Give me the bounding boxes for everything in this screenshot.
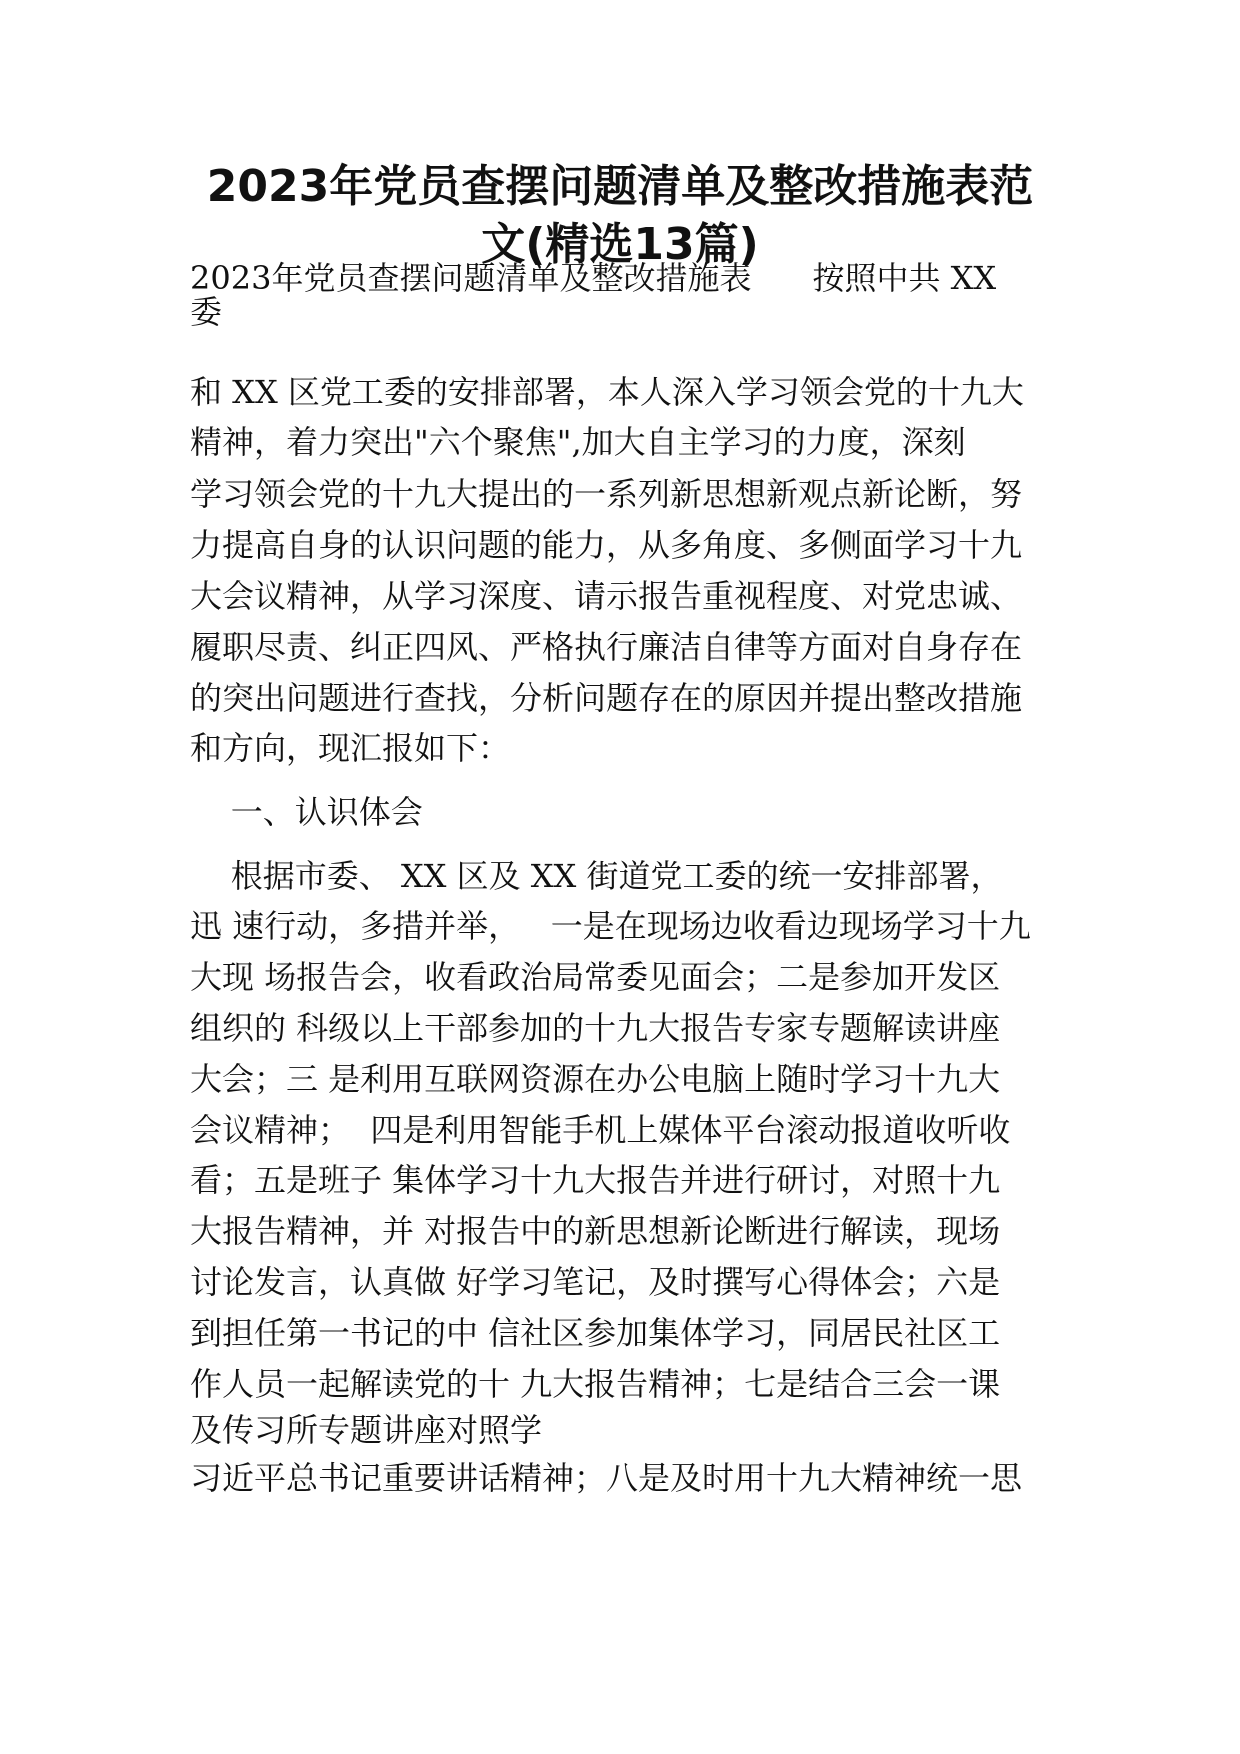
body-line-2: 委 (190, 293, 223, 331)
document-title (190, 158, 1050, 274)
body-line-14: 大现 场报告会，收看政治局常委见面会；二是参加开发区 (190, 958, 1001, 996)
section-heading: 一、认识体会 (190, 793, 423, 831)
body-line-9: 的突出问题进行查找，分析问题存在的原因并提出整改措施 (190, 679, 1023, 717)
body-line-3: 和 XX 区党工委的安排部署，本人深入学习领会党的十九大 (190, 373, 1024, 411)
body-line-22: 作人员一起解读党的十 九大报告精神；七是结合三会一课 (190, 1365, 1001, 1403)
body-line-5: 学习领会党的十九大提出的一系列新思想新观点新论断，努 (190, 475, 1023, 513)
body-line-16: 大会；三 是利用互联网资源在办公电脑上随时学习十九大 (190, 1060, 1001, 1098)
body-line-4: 精神，着力突出"六个聚焦",加大自主学习的力度，深刻 (190, 423, 966, 461)
body-line-10: 和方向，现汇报如下： (190, 729, 511, 767)
body-line-6: 力提高自身的认识问题的能力，从多角度、多侧面学习十九 (190, 526, 1023, 564)
body-line-1: 2023年党员查摆问题清单及整改措施表 按照中共 XX (190, 259, 997, 297)
body-line-7: 大会议精神，从学习深度、请示报告重视程度、对党忠诚、 (190, 577, 1023, 615)
body-line-20: 讨论发言，认真做 好学习笔记，及时撰写心得体会；六是 (190, 1263, 1001, 1301)
body-line-15: 组织的 科级以上干部参加的十九大报告专家专题解读讲座 (190, 1009, 1001, 1047)
body-line-19: 大报告精神，并 对报告中的新思想新论断进行解读，现场 (190, 1212, 1001, 1250)
body-line-12: 根据市委、 XX 区及 XX 街道党工委的统一安排部署， (190, 857, 1003, 895)
body-line-21: 到担任第一书记的中 信社区参加集体学习，同居民社区工 (190, 1314, 1001, 1352)
body-line-13: 迅 速行动，多措并举， 一是在现场边收看边现场学习十九 (190, 907, 1031, 945)
title-line-1: 2023年党员查摆问题清单及整改措施表范 (206, 161, 1034, 212)
body-line-23: 及传习所专题讲座对照学 (190, 1411, 543, 1449)
body-line-18: 看；五是班子 集体学习十九大报告并进行研讨，对照十九 (190, 1161, 1001, 1199)
body-line-17: 会议精神； 四是利用智能手机上媒体平台滚动报道收听收 (190, 1111, 1011, 1149)
title-line-2: 文(精选13篇) (481, 219, 759, 270)
body-line-24: 习近平总书记重要讲话精神；八是及时用十九大精神统一思 (190, 1459, 1023, 1497)
body-line-8: 履职尽责、纠正四风、严格执行廉洁自律等方面对自身存在 (190, 628, 1023, 666)
